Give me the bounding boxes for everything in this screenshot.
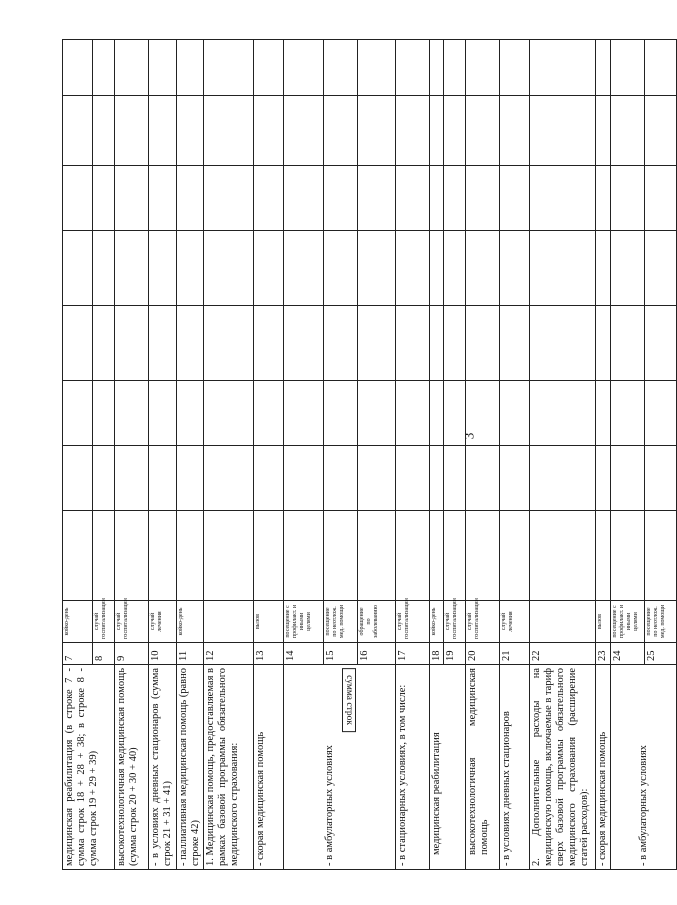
row-number: 21 [500,643,530,665]
empty-cell [611,381,645,446]
empty-cell [254,231,284,306]
empty-cell [115,511,149,601]
row-number: 9 [115,643,149,665]
empty-cell [611,40,645,96]
row-number: 25 [645,643,677,665]
row-desc: - скорая медицинская помощь [254,665,284,870]
empty-cell [358,96,396,166]
table-row [611,40,645,870]
row-desc: - паллиативная медицинская помощь (равно строке 42) [177,665,204,870]
row-number: 19 [444,643,466,665]
empty-cell [466,381,500,446]
empty-cell [93,446,115,511]
empty-cell [530,96,596,166]
row-unit: случай лечения [500,601,530,643]
empty-cell [63,511,93,601]
empty-cell [149,511,177,601]
row-unit: случай госпитализации [444,601,466,643]
empty-cell [358,231,396,306]
empty-cell [596,381,611,446]
row-desc: - в условиях дневных стационаров [500,665,530,870]
row-desc: - в амбулаторных условиях [611,665,677,870]
row-number: 8 [93,643,115,665]
row-unit: случай лечения [149,601,177,643]
table-row [530,40,596,870]
empty-cell [500,446,530,511]
empty-cell [63,166,93,231]
row-number: 20 [466,643,500,665]
empty-cell [284,381,324,446]
empty-cell [115,231,149,306]
empty-cell [177,231,204,306]
empty-cell [611,306,645,381]
row-unit: посещение по неотлож. мед. помощи [645,601,677,643]
row-unit: вызов [254,601,284,643]
empty-cell [149,40,177,96]
empty-cell [596,306,611,381]
empty-cell [430,231,444,306]
empty-cell [596,511,611,601]
sum-label: сумма строк [342,668,356,732]
empty-cell [645,511,677,601]
empty-cell [204,306,254,381]
row-number: 10 [149,643,177,665]
empty-cell [530,231,596,306]
empty-cell [254,166,284,231]
empty-cell [254,446,284,511]
empty-cell [204,40,254,96]
empty-cell [611,166,645,231]
empty-cell [530,306,596,381]
row-unit: посещение по неотлож. мед. помощи [324,601,358,643]
empty-cell [500,511,530,601]
row-desc [284,665,396,870]
empty-cell [149,306,177,381]
empty-cell [466,511,500,601]
empty-cell [254,381,284,446]
empty-cell [115,96,149,166]
empty-cell [430,166,444,231]
empty-cell [254,96,284,166]
empty-cell [466,446,500,511]
empty-cell [596,40,611,96]
empty-cell [444,96,466,166]
empty-cell [177,40,204,96]
empty-cell [358,166,396,231]
row-desc: - скорая медицинская помощь [596,665,611,870]
empty-cell [530,446,596,511]
empty-cell [611,231,645,306]
empty-cell [93,306,115,381]
table-row [500,40,530,870]
empty-cell [358,511,396,601]
table-row [284,40,324,870]
row-desc: медицинская реабилитация [430,665,466,870]
row-number: 12 [204,643,254,665]
empty-cell [177,96,204,166]
table-row [177,40,204,870]
empty-cell [396,166,430,231]
empty-cell [284,306,324,381]
row-desc-text: - в амбулаторных условиях [323,745,335,866]
empty-cell [358,306,396,381]
row-unit [204,601,254,643]
table-row [596,40,611,870]
empty-cell [396,96,430,166]
empty-cell [500,96,530,166]
empty-cell [204,381,254,446]
table-row [115,40,149,870]
empty-cell [500,231,530,306]
empty-cell [254,511,284,601]
empty-cell [466,231,500,306]
empty-cell [324,96,358,166]
empty-cell [177,166,204,231]
empty-cell [466,306,500,381]
row-unit: койко-день [63,601,93,643]
empty-cell [204,511,254,601]
empty-cell [115,166,149,231]
empty-cell [115,40,149,96]
empty-cell [430,446,444,511]
empty-cell [444,511,466,601]
table-row [254,40,284,870]
empty-cell [430,306,444,381]
table-row [63,40,93,870]
empty-cell [284,511,324,601]
empty-cell [177,511,204,601]
empty-cell [611,446,645,511]
empty-cell [444,381,466,446]
empty-cell [254,40,284,96]
empty-cell [115,446,149,511]
empty-cell [177,306,204,381]
empty-cell [444,231,466,306]
empty-cell [645,306,677,381]
row-number: 23 [596,643,611,665]
empty-cell [284,40,324,96]
empty-cell [500,166,530,231]
empty-cell [430,511,444,601]
empty-cell [324,446,358,511]
row-number: 11 [177,643,204,665]
empty-cell [93,96,115,166]
row-unit: койко-день [177,601,204,643]
empty-cell [324,511,358,601]
row-desc: 2. Дополнительные расходы на медицинскую помощь, включаемые в тариф сверх базовой программы обязательного медицинского страхования (расширение статей расходов): [530,665,596,870]
row-number: 22 [530,643,596,665]
empty-cell [396,446,430,511]
empty-cell [177,446,204,511]
empty-cell [93,166,115,231]
row-unit: койко-день [430,601,444,643]
row-number: 18 [430,643,444,665]
row-number: 14 [284,643,324,665]
table-row [430,40,444,870]
empty-cell [358,40,396,96]
empty-cell [93,40,115,96]
empty-cell [204,446,254,511]
empty-cell [358,381,396,446]
empty-cell [284,96,324,166]
empty-cell [396,231,430,306]
row-unit: случай госпитализации [466,601,500,643]
table-row [396,40,430,870]
empty-cell [500,381,530,446]
table-row [466,40,500,870]
row-unit: посещение с профилакт. и иными целями [611,601,645,643]
empty-cell [396,511,430,601]
empty-cell [444,40,466,96]
row-unit: случай госпитализации [396,601,430,643]
row-unit [530,601,596,643]
empty-cell [444,166,466,231]
empty-cell [611,511,645,601]
empty-cell [530,166,596,231]
table-row [204,40,254,870]
empty-cell [93,231,115,306]
row-unit: обращение по заболеванию [358,601,396,643]
empty-cell [645,381,677,446]
empty-cell [149,381,177,446]
empty-cell [63,381,93,446]
empty-cell [93,381,115,446]
row-number: 16 [358,643,396,665]
empty-cell [254,306,284,381]
row-number: 13 [254,643,284,665]
row-desc: высокотехнологичная медицинская помощь (сумма строк 20 + 30 + 40) [115,665,149,870]
empty-cell [396,381,430,446]
empty-cell [63,96,93,166]
empty-cell [63,40,93,96]
empty-cell [115,306,149,381]
empty-cell [324,231,358,306]
empty-cell [530,511,596,601]
row-unit: посещение с профилакт. и иными целями [284,601,324,643]
empty-cell [466,166,500,231]
empty-cell [611,96,645,166]
empty-cell [596,96,611,166]
row-desc: 1. Медицинская помощь, предоставляемая в рамках базовой программы обязательного медицинского страхования: [204,665,254,870]
row-desc: высокотехнологичная медицинская помощь [466,665,500,870]
empty-cell [430,381,444,446]
empty-cell [596,446,611,511]
page-number: 3 [461,432,477,440]
row-desc: - в стационарных условиях, в том числе: [396,665,430,870]
empty-cell [284,446,324,511]
empty-cell [645,231,677,306]
table-row [149,40,177,870]
empty-cell [444,306,466,381]
empty-cell [430,40,444,96]
row-number: 7 [63,643,93,665]
row-number: 24 [611,643,645,665]
empty-cell [63,306,93,381]
empty-cell [324,40,358,96]
empty-cell [645,96,677,166]
data-table [62,39,677,870]
empty-cell [596,166,611,231]
empty-cell [466,40,500,96]
rotated-table-wrapper [62,40,666,870]
row-number: 17 [396,643,430,665]
empty-cell [177,381,204,446]
empty-cell [645,166,677,231]
empty-cell [645,446,677,511]
empty-cell [149,166,177,231]
empty-cell [430,96,444,166]
empty-cell [500,40,530,96]
empty-cell [324,166,358,231]
row-desc: - в условиях дневных стационаров (сумма строк 21 + 31 + 41) [149,665,177,870]
empty-cell [358,446,396,511]
empty-cell [149,96,177,166]
empty-cell [324,381,358,446]
empty-cell [530,381,596,446]
empty-cell [444,446,466,511]
empty-cell [396,40,430,96]
row-unit: случай госпитализации [115,601,149,643]
empty-cell [284,231,324,306]
row-unit: случай госпитализации [93,601,115,643]
empty-cell [596,231,611,306]
empty-cell [466,96,500,166]
empty-cell [63,446,93,511]
empty-cell [63,231,93,306]
empty-cell [284,166,324,231]
row-number: 15 [324,643,358,665]
empty-cell [204,166,254,231]
empty-cell [396,306,430,381]
empty-cell [204,231,254,306]
empty-cell [645,40,677,96]
empty-cell [530,40,596,96]
row-desc: медицинская реабилитация (в строке 7 - сумма строк 18 + 28 + 38; в строке 8 - сумма строк 19 + 29 + 39) [63,665,115,870]
empty-cell [115,381,149,446]
empty-cell [324,306,358,381]
row-unit: вызов [596,601,611,643]
empty-cell [93,511,115,601]
empty-cell [500,306,530,381]
empty-cell [149,446,177,511]
empty-cell [204,96,254,166]
empty-cell [149,231,177,306]
